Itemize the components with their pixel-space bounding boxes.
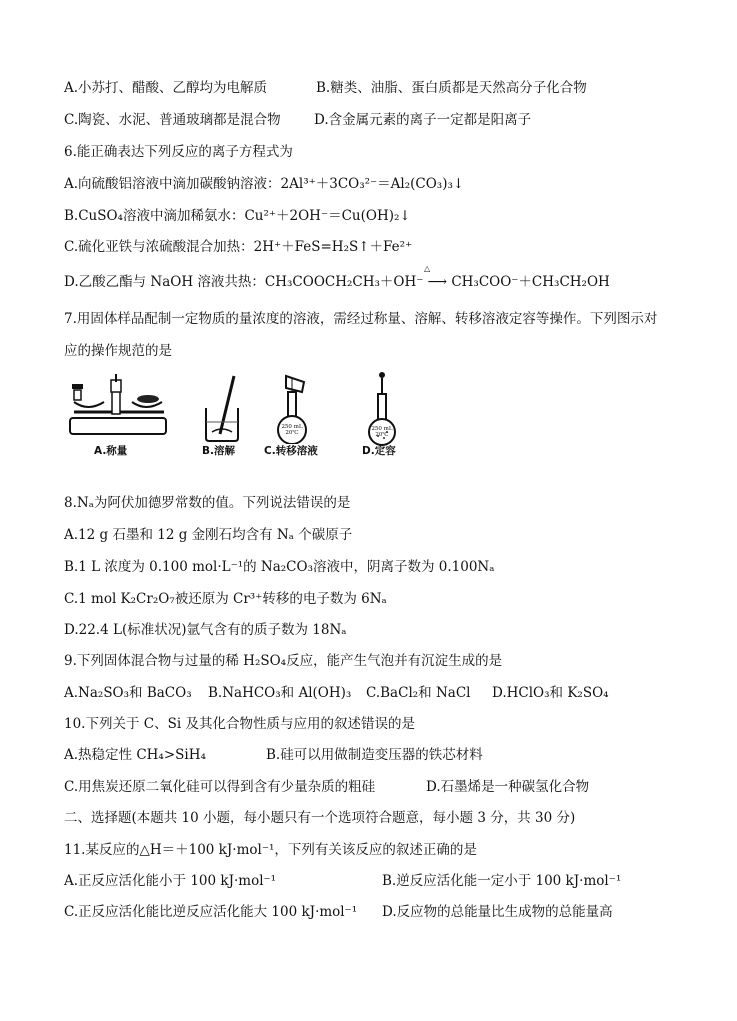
q11-option-c: C.正反应活化能比逆反应活化能大 100 kJ·mol⁻¹	[64, 904, 358, 920]
q6-option-d: D.乙酸乙酯与 NaOH 溶液共热：CH₃COOCH₂CH₃＋OH⁻ ⟶ CH₃COO⁻＋CH₃CH₂OH	[64, 274, 610, 290]
q5-option-b: B.糖类、油脂、蛋白质都是天然高分子化合物	[316, 80, 587, 96]
caption-b: B.溶解	[202, 445, 235, 457]
q11-option-d: D.反应物的总能量比生成物的总能量高	[382, 904, 613, 920]
q10-stem: 10.下列关于 C、Si 及其化合物性质与应用的叙述错误的是	[64, 716, 415, 732]
q8-option-b: B.1 L 浓度为 0.100 mol·L⁻¹的 Na₂CO₃溶液中，阴离子数为 0.100Nₐ	[64, 559, 495, 575]
flask-label-d: 250 mL 20℃	[371, 426, 393, 438]
figure-transfer	[264, 372, 344, 456]
q11-option-a: A.正反应活化能小于 100 kJ·mol⁻¹	[64, 873, 277, 889]
section-heading: 二、选择题(本题共 10 小题，每小题只有一个选项符合题意，每小题 3 分，共 30 分)	[64, 810, 576, 826]
balance-icon	[64, 372, 174, 442]
q6-option-a: A.向硫酸铝溶液中滴加碳酸钠溶液：2Al³⁺＋3CO₃²⁻＝Al₂(CO₃)₃↓	[64, 176, 465, 192]
q8-option-c: C.1 mol K₂Cr₂O₇被还原为 Cr³⁺转移的电子数为 6Nₐ	[64, 591, 387, 607]
q11-stem: 11.某反应的△H＝＋100 kJ·mol⁻¹，下列有关该反应的叙述正确的是	[64, 842, 477, 858]
q10-option-b: B.硅可以用做制造变压器的铁芯材料	[266, 747, 483, 763]
q9-option-d: D.HClO₃和 K₂SO₄	[492, 685, 609, 701]
heat-symbol: △	[424, 264, 431, 273]
q8-option-a: A.12 g 石墨和 12 g 金刚石均含有 Nₐ 个碳原子	[64, 527, 353, 543]
figure-balance	[64, 372, 174, 456]
q10-option-d: D.石墨烯是一种碳氢化合物	[426, 779, 590, 795]
caption-c: C.转移溶液	[264, 445, 318, 457]
flask-label-c: 250 mL 20℃	[281, 424, 303, 436]
q8-stem: 8.Nₐ为阿伏加德罗常数的值。下列说法错误的是	[64, 495, 351, 511]
q6-option-b: B.CuSO₄溶液中滴加稀氨水：Cu²⁺＋2OH⁻＝Cu(OH)₂↓	[64, 208, 411, 224]
q9-option-a: A.Na₂SO₃和 BaCO₃	[64, 685, 192, 701]
q11-option-b: B.逆反应活化能一定小于 100 kJ·mol⁻¹	[382, 873, 622, 889]
q7-figures	[64, 372, 484, 456]
q7-stem-line2: 应的操作规范的是	[64, 343, 172, 359]
q10-option-a: A.热稳定性 CH₄>SiH₄	[64, 747, 206, 763]
caption-d: D.定容	[362, 445, 396, 457]
figure-dissolve	[198, 372, 248, 456]
q9-option-b: B.NaHCO₃和 Al(OH)₃	[208, 685, 352, 701]
q10-option-c: C.用焦炭还原二氧化硅可以得到含有少量杂质的粗硅	[64, 779, 376, 795]
q5-option-d: D.含金属元素的离子一定都是阳离子	[314, 112, 532, 128]
q5-option-c: C.陶瓷、水泥、普通玻璃都是混合物	[64, 112, 281, 128]
q9-stem: 9.下列固体混合物与过量的稀 H₂SO₄反应，能产生气泡并有沉淀生成的是	[64, 653, 503, 669]
flask-pouring-icon	[264, 372, 344, 444]
q7-stem-line1: 7.用固体样品配制一定物质的量浓度的溶液，需经过称量、溶解、转移溶液定容等操作。下列图示对	[64, 311, 658, 327]
beaker-icon	[198, 372, 248, 444]
q5-option-a: A.小苏打、醋酸、乙醇均为电解质	[64, 80, 268, 96]
figure-dilute	[358, 372, 408, 456]
q8-option-d: D.22.4 L(标准状况)氩气含有的质子数为 18Nₐ	[64, 622, 347, 638]
q6-stem: 6.能正确表达下列反应的离子方程式为	[64, 144, 293, 160]
q6-option-c: C.硫化亚铁与浓硫酸混合加热：2H⁺＋FeS=H₂S↑＋Fe²⁺	[64, 239, 413, 255]
q9-option-c: C.BaCl₂和 NaCl	[366, 685, 471, 701]
caption-a: A.称量	[94, 445, 128, 457]
